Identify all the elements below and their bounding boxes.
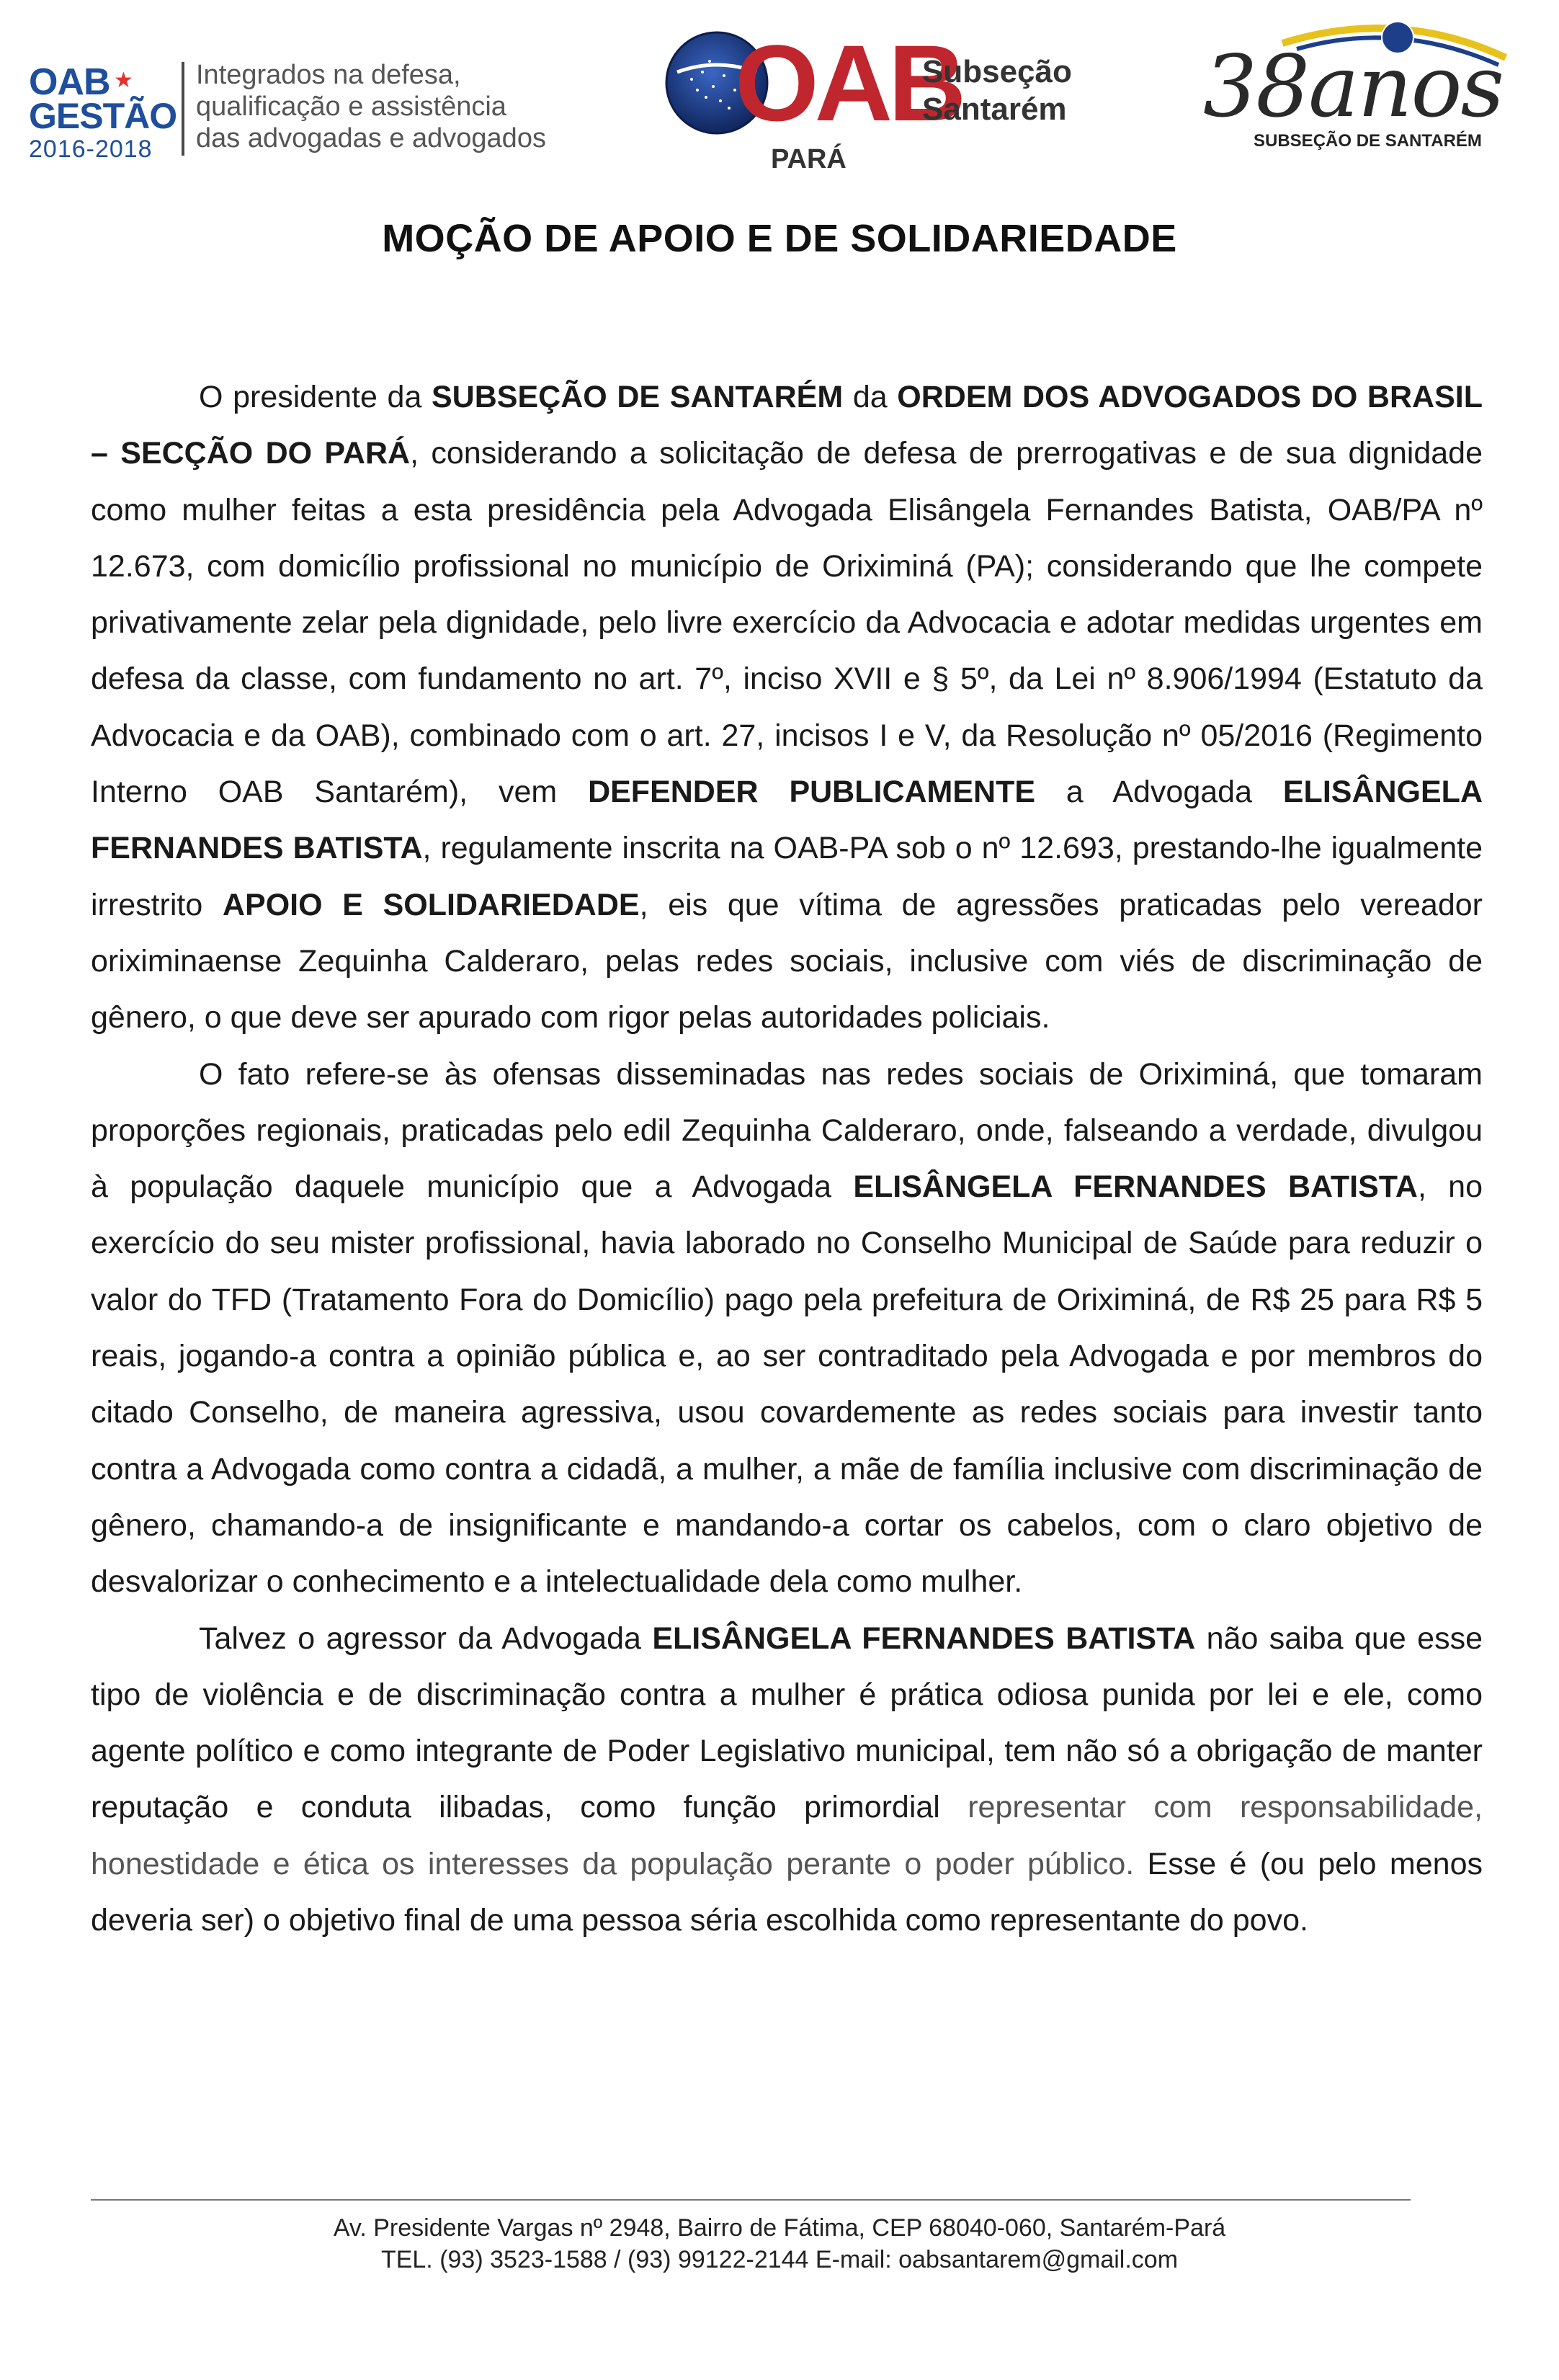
santarem-line: Santarém [922, 92, 1067, 127]
anniversary-logo [1196, 14, 1513, 159]
oab-letters: OAB [735, 22, 962, 143]
footer-address: Av. Presidente Vargas nº 2948, Bairro de Fátima, CEP 68040-060, Santarém-Pará [333, 2214, 1226, 2242]
oab-region: PARÁ [771, 144, 846, 174]
paragraph: O fato refere-se às ofensas disseminadas nas redes sociais de Oriximiná, que tomaram proporções regionais, praticadas pelo edil Zequinha Calderaro, onde, falseando a verdade, divulgou à população daquele município que a Advogada ELISÂNGELA FERNANDES BATISTA, no exercício do seu mister profissional, havia laborado no Conselho Municipal de Saúde para reduzir o valor do TFD (Tratamento Fora do Domicílio) pago pela prefeitura de Oriximiná, de R$ 25 para R$ 5 reais, jogando-a contra a opinião pública e, ao ser contraditado pela Advogada e por membros do citado Conselho, de maneira agressiva, usou covardemente as redes sociais para investir tanto contra a Advogada como contra a cidadã, a mulher, a mãe de família inclusive com discriminação de gênero, chamando-a de insignificante e mandando-a cortar os cabelos, com o claro objetivo de desvalorizar o conhecimento e a intelectualidade dela como mulher. [91, 1056, 1483, 1600]
bold-text: APOIO E SOLIDARIEDADE [222, 887, 640, 922]
anniversary-text: 38anos [1203, 37, 1504, 136]
gestao-oab-text: OAB [29, 61, 110, 103]
oab-gestao-logo [29, 59, 605, 167]
gestao-years: 2016-2018 [29, 135, 153, 163]
tagline-line: das advogadas e advogados [196, 123, 546, 153]
oab-subsecao-logo [663, 22, 1095, 180]
bold-text: ELISÂNGELA FERNANDES BATISTA [652, 1621, 1196, 1656]
bold-text: ELISÂNGELA FERNANDES BATISTA [91, 775, 1483, 866]
paragraph: O presidente da SUBSEÇÃO DE SANTARÉM da ORDEM DOS ADVOGADOS DO BRASIL – SECÇÃO DO PARÁ, considerando a solicitação de defesa de prerrogativas e de sua dignidade como mulher feitas a esta presidência pela Advogada Elisângela Fernandes Batista, OAB/PA nº 12.673, com domicílio profissional no município de Oriximiná (PA); considerando que lhe compete privativamente zelar pela dignidade, pelo livre exercício da Advocacia e adotar medidas urgentes em defesa da classe, com fundamento no art. 7º, inciso XVII e § 5º, da Lei nº 8.906/1994 (Estatuto da Advocacia e da OAB), combinado com o art. 27, incisos I e V, da Resolução nº 05/2016 (Regimento Interno OAB Santarém), vem DEFENDER PUBLICAMENTE a Advogada ELISÂNGELA FERNANDES BATISTA, regulamente inscrita na OAB-PA sob o nº 12.693, prestando-lhe igualmente irrestrito APOIO E SOLIDARIEDADE, eis que vítima de agressões praticadas pelo vereador oriximinaense Zequinha Calderaro, pelas redes sociais, inclusive com viés de discriminação de gênero, o que deve ser apurado com rigor pelas autoridades policiais. [91, 380, 1483, 1035]
bold-text: DEFENDER PUBLICAMENTE [588, 775, 1036, 810]
highlighted-text: representar com responsabilidade, honestidade e ética os interesses da população perante o poder público. [91, 1790, 1483, 1881]
tagline-line: qualificação e assistência [196, 92, 506, 122]
footer [0, 2212, 1559, 2276]
gestao-word: GESTÃO [29, 96, 177, 136]
bold-text: ORDEM DOS ADVOGADOS DO BRASIL – SECÇÃO DO PARÁ [91, 380, 1483, 471]
tagline-line: Integrados na defesa, [196, 60, 461, 90]
gestao-mark [29, 61, 177, 163]
oab-subsecao-label [922, 53, 1072, 128]
document-body [91, 369, 1483, 1948]
paragraph: Talvez o agressor da Advogada ELISÂNGELA FERNANDES BATISTA não saiba que esse tipo de violência e de discriminação contra a mulher é prática odiosa punida por lei e ele, como agente político e como integrante de Poder Legislativo municipal, tem não só a obrigação de manter reputação e conduta ilibadas, como função primordial representar com responsabilidade, honestidade e ética os interesses da população perante o poder público. Esse é (ou pelo menos deveria ser) o objetivo final de uma pessoa séria escolhida como representante do povo. [91, 1621, 1483, 1938]
gestao-tagline [196, 59, 546, 154]
bold-text: ELISÂNGELA FERNANDES BATISTA [853, 1169, 1418, 1205]
logo-divider [182, 62, 184, 156]
footer-divider [91, 2199, 1411, 2201]
bold-text: SUBSEÇÃO DE SANTARÉM [432, 380, 844, 414]
star-icon: ★ [114, 68, 133, 92]
letterhead [0, 0, 1559, 180]
anniversary-subtitle: SUBSEÇÃO DE SANTARÉM [1254, 131, 1482, 151]
document-title: MOÇÃO DE APOIO E DE SOLIDARIEDADE [382, 217, 1177, 260]
subsecao-line: Subseção [922, 54, 1072, 89]
footer-contact: TEL. (93) 3523-1588 / (93) 99122-2144 E-mail: oabsantarem@gmail.com [380, 2246, 1179, 2273]
